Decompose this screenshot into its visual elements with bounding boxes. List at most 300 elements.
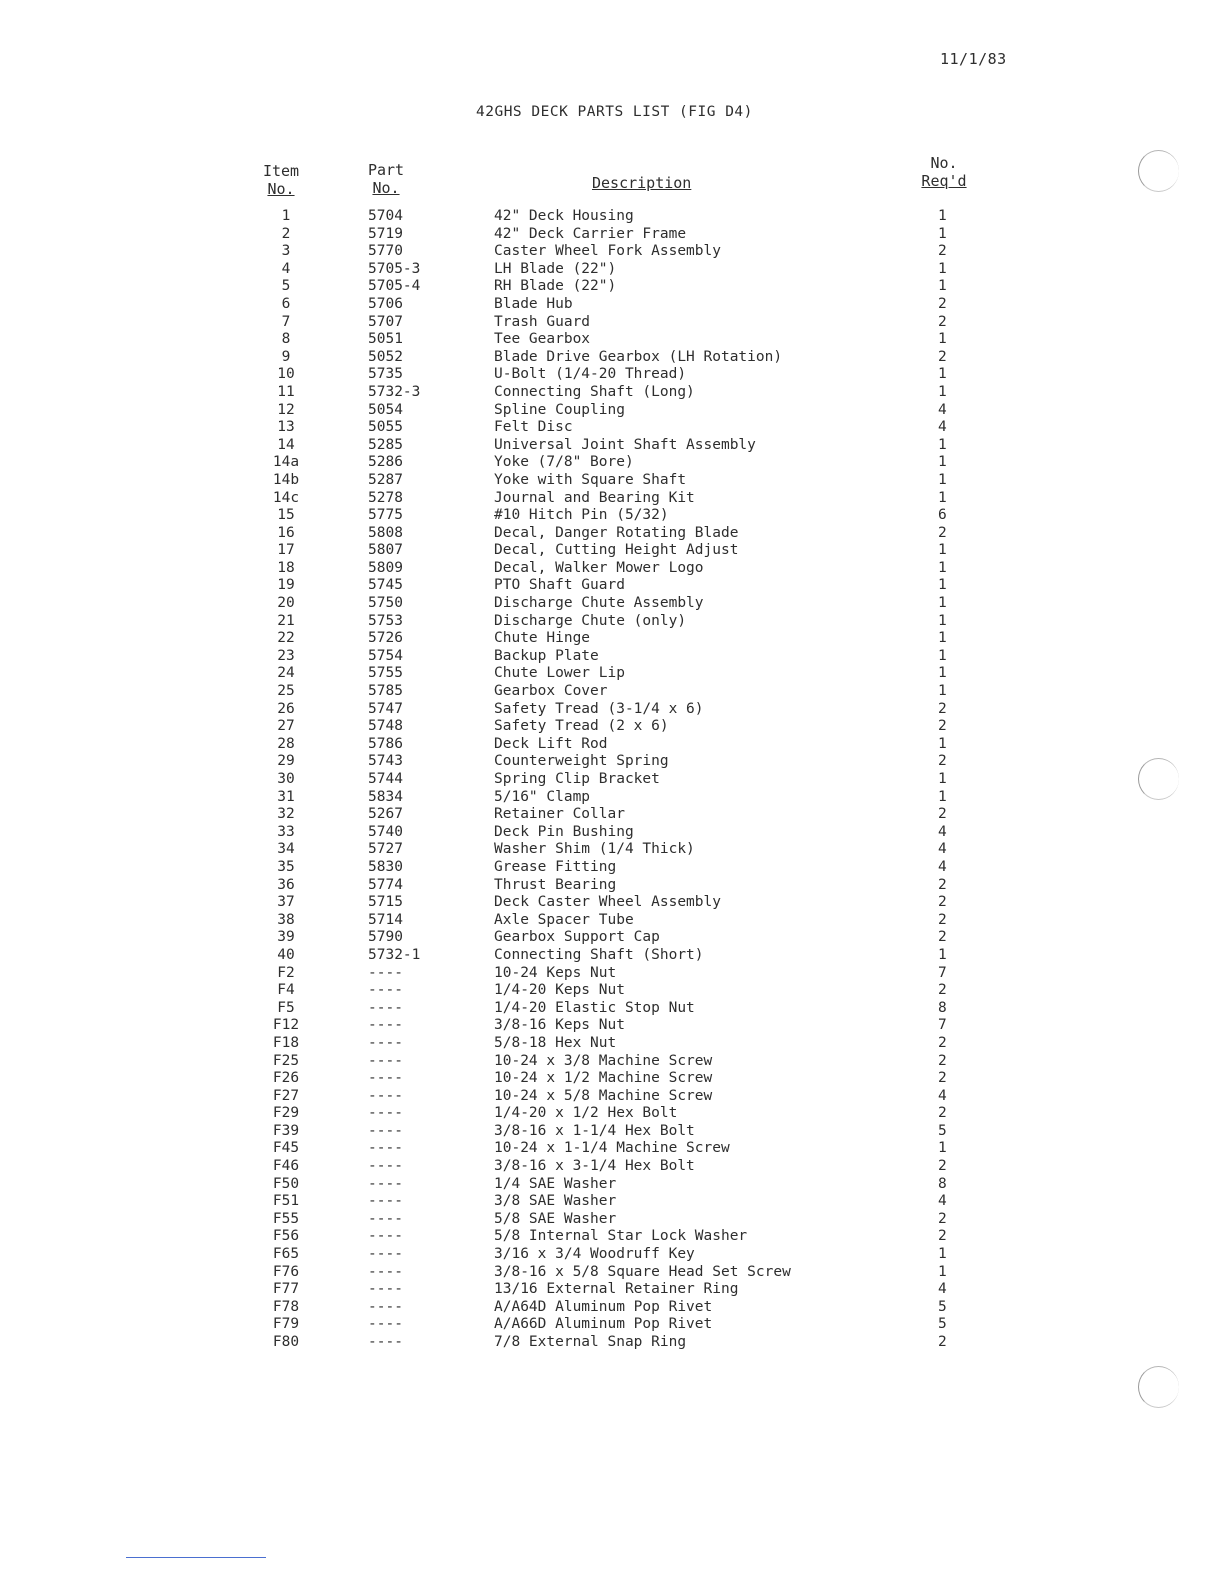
- part-number: ----: [368, 999, 403, 1016]
- quantity-required: 4: [938, 1087, 947, 1104]
- table-row: [0, 366, 1224, 384]
- table-row: [0, 1035, 1224, 1053]
- table-row: [0, 806, 1224, 824]
- quantity-required: 8: [938, 999, 947, 1016]
- part-number: ----: [368, 1210, 403, 1227]
- part-description: Journal and Bearing Kit: [494, 489, 695, 506]
- part-description: Spline Coupling: [494, 401, 625, 418]
- part-description: A/A66D Aluminum Pop Rivet: [494, 1316, 713, 1333]
- item-number: 15: [277, 507, 295, 524]
- table-row: [0, 454, 1224, 472]
- item-number: 21: [277, 612, 295, 629]
- part-number: 5706: [368, 295, 403, 312]
- table-row: [0, 1264, 1224, 1282]
- part-number: 5775: [368, 507, 403, 524]
- item-number: 36: [277, 876, 295, 893]
- part-number: ----: [368, 982, 403, 999]
- quantity-required: 2: [938, 243, 947, 260]
- part-number: 5754: [368, 647, 403, 664]
- table-row: [0, 296, 1224, 314]
- item-number: F25: [272, 1052, 300, 1069]
- item-number: F46: [272, 1158, 300, 1175]
- item-number: 13: [277, 419, 295, 436]
- part-description: Axle Spacer Tube: [494, 911, 634, 928]
- table-row: [0, 1123, 1224, 1141]
- part-description: Washer Shim (1/4 Thick): [494, 841, 695, 858]
- part-number: 5054: [368, 401, 403, 418]
- table-row: [0, 1334, 1224, 1352]
- table-row: [0, 1299, 1224, 1317]
- header-part-line2: No.: [372, 179, 400, 197]
- quantity-required: 2: [938, 313, 947, 330]
- quantity-required: 1: [938, 436, 947, 453]
- item-number: F27: [272, 1087, 300, 1104]
- quantity-required: 2: [938, 911, 947, 928]
- item-number: 8: [281, 331, 291, 348]
- part-description: 10-24 x 1-1/4 Machine Screw: [494, 1140, 730, 1157]
- part-description: 7/8 External Snap Ring: [494, 1334, 687, 1350]
- part-description: 3/8-16 x 5/8 Square Head Set Screw: [494, 1263, 791, 1280]
- part-number: 5750: [368, 595, 403, 612]
- quantity-required: 1: [938, 683, 947, 700]
- item-number: 9: [281, 348, 291, 365]
- quantity-required: 1: [938, 735, 947, 752]
- quantity-required: 1: [938, 1140, 947, 1157]
- header-part-no: [366, 161, 406, 197]
- table-row: [0, 525, 1224, 543]
- part-description: 1/4-20 Keps Nut: [494, 982, 625, 999]
- quantity-required: 5: [938, 1298, 947, 1315]
- part-description: Yoke with Square Shaft: [494, 471, 687, 488]
- table-row: [0, 824, 1224, 842]
- item-number: 38: [277, 911, 295, 928]
- table-row: [0, 1070, 1224, 1088]
- part-description: Retainer Collar: [494, 806, 625, 823]
- part-description: 1/4-20 x 1/2 Hex Bolt: [494, 1105, 678, 1122]
- table-row: [0, 1158, 1224, 1176]
- item-number: 6: [281, 295, 291, 312]
- table-row: [0, 683, 1224, 701]
- header-item-line2: No.: [267, 180, 295, 198]
- part-number: 5055: [368, 419, 403, 436]
- quantity-required: 1: [938, 225, 947, 242]
- part-number: 5287: [368, 471, 403, 488]
- item-number: F12: [272, 1017, 300, 1034]
- table-row: [0, 859, 1224, 877]
- quantity-required: 1: [938, 260, 947, 277]
- part-description: Gearbox Support Cap: [494, 929, 660, 946]
- part-description: Decal, Cutting Height Adjust: [494, 542, 739, 559]
- quantity-required: 2: [938, 1228, 947, 1245]
- quantity-required: 1: [938, 331, 947, 348]
- part-number: ----: [368, 1246, 403, 1263]
- item-number: 14: [277, 436, 295, 453]
- item-number: 4: [281, 260, 291, 277]
- part-description: Chute Hinge: [494, 630, 591, 647]
- item-number: 7: [281, 313, 291, 330]
- part-number: 5267: [368, 806, 403, 823]
- quantity-required: 2: [938, 1034, 947, 1051]
- table-row: [0, 982, 1224, 1000]
- quantity-required: 4: [938, 1193, 947, 1210]
- table-row: [0, 261, 1224, 279]
- quantity-required: 1: [938, 489, 947, 506]
- item-number: F29: [272, 1105, 300, 1122]
- item-number: 27: [277, 718, 295, 735]
- quantity-required: 7: [938, 1017, 947, 1034]
- header-no-reqd: [920, 154, 968, 190]
- quantity-required: 4: [938, 823, 947, 840]
- item-number: F2: [277, 964, 295, 981]
- quantity-required: 2: [938, 876, 947, 893]
- item-number: 31: [277, 788, 295, 805]
- table-row: [0, 1281, 1224, 1299]
- table-row: [0, 648, 1224, 666]
- part-description: Deck Caster Wheel Assembly: [494, 894, 721, 911]
- part-number: ----: [368, 1316, 403, 1333]
- table-row: [0, 1140, 1224, 1158]
- part-description: Grease Fitting: [494, 858, 617, 875]
- quantity-required: 1: [938, 1263, 947, 1280]
- part-description: Counterweight Spring: [494, 753, 669, 770]
- part-description: 10-24 x 1/2 Machine Screw: [494, 1070, 713, 1087]
- quantity-required: 1: [938, 946, 947, 963]
- part-number: ----: [368, 964, 403, 981]
- item-number: 34: [277, 841, 295, 858]
- quantity-required: 1: [938, 665, 947, 682]
- item-number: 14c: [272, 489, 300, 506]
- part-description: #10 Hitch Pin (5/32): [494, 507, 669, 524]
- part-number: 5807: [368, 542, 403, 559]
- item-number: F56: [272, 1228, 300, 1245]
- quantity-required: 1: [938, 771, 947, 787]
- item-number: F45: [272, 1140, 300, 1157]
- part-number: 5747: [368, 700, 403, 717]
- part-description: 5/8-18 Hex Nut: [494, 1034, 617, 1051]
- table-row: [0, 331, 1224, 349]
- part-number: 5051: [368, 331, 403, 348]
- part-number: ----: [368, 1228, 403, 1245]
- part-description: 5/8 Internal Star Lock Washer: [494, 1228, 748, 1245]
- part-number: 5740: [368, 823, 403, 840]
- part-description: 1/4 SAE Washer: [494, 1175, 617, 1192]
- quantity-required: 4: [938, 841, 947, 858]
- item-number: F4: [277, 982, 295, 999]
- quantity-required: 7: [938, 964, 947, 981]
- table-row: [0, 1211, 1224, 1229]
- part-number: 5786: [368, 735, 403, 752]
- part-description: 3/16 x 3/4 Woodruff Key: [494, 1246, 695, 1263]
- table-row: [0, 402, 1224, 420]
- item-number: 20: [277, 595, 295, 612]
- quantity-required: 6: [938, 507, 947, 524]
- table-row: [0, 1017, 1224, 1035]
- part-number: 5745: [368, 577, 403, 594]
- item-number: 16: [277, 524, 295, 541]
- part-description: Decal, Walker Mower Logo: [494, 559, 704, 576]
- quantity-required: 1: [938, 471, 947, 488]
- table-row: [0, 771, 1224, 789]
- part-number: 5748: [368, 718, 403, 735]
- table-row: [0, 613, 1224, 631]
- item-number: 2: [281, 225, 291, 242]
- table-row: [0, 419, 1224, 437]
- part-number: ----: [368, 1158, 403, 1175]
- item-number: 22: [277, 630, 295, 647]
- item-number: 39: [277, 929, 295, 946]
- quantity-required: 1: [938, 788, 947, 805]
- table-row: [0, 841, 1224, 859]
- item-number: 1: [281, 208, 291, 224]
- item-number: F51: [272, 1193, 300, 1210]
- part-description: Chute Lower Lip: [494, 665, 625, 682]
- quantity-required: 2: [938, 1105, 947, 1122]
- item-number: 10: [277, 366, 295, 383]
- table-row: [0, 226, 1224, 244]
- quantity-required: 4: [938, 1281, 947, 1298]
- quantity-required: 4: [938, 401, 947, 418]
- item-number: 24: [277, 665, 295, 682]
- part-number: ----: [368, 1087, 403, 1104]
- part-description: 3/8 SAE Washer: [494, 1193, 617, 1210]
- table-row: [0, 1316, 1224, 1334]
- table-row: [0, 278, 1224, 296]
- item-number: 18: [277, 559, 295, 576]
- item-number: 35: [277, 858, 295, 875]
- item-number: F50: [272, 1175, 300, 1192]
- header-description-label: Description: [592, 174, 692, 192]
- part-number: 5753: [368, 612, 403, 629]
- quantity-required: 1: [938, 612, 947, 629]
- part-number: 5727: [368, 841, 403, 858]
- table-row: [0, 665, 1224, 683]
- table-row: [0, 718, 1224, 736]
- part-number: ----: [368, 1175, 403, 1192]
- part-number: 5790: [368, 929, 403, 946]
- part-description: Deck Pin Bushing: [494, 823, 634, 840]
- part-number: 5715: [368, 894, 403, 911]
- part-number: 5808: [368, 524, 403, 541]
- part-description: U-Bolt (1/4-20 Thread): [494, 366, 687, 383]
- footer-line: [126, 1557, 266, 1558]
- quantity-required: 2: [938, 1158, 947, 1175]
- quantity-required: 1: [938, 595, 947, 612]
- table-row: [0, 877, 1224, 895]
- quantity-required: 2: [938, 700, 947, 717]
- quantity-required: 4: [938, 419, 947, 436]
- quantity-required: 2: [938, 806, 947, 823]
- part-description: Decal, Danger Rotating Blade: [494, 524, 739, 541]
- quantity-required: 1: [938, 542, 947, 559]
- quantity-required: 1: [938, 1246, 947, 1263]
- table-row: [0, 314, 1224, 332]
- part-number: ----: [368, 1105, 403, 1122]
- item-number: F80: [272, 1334, 300, 1350]
- part-description: Deck Lift Rod: [494, 735, 608, 752]
- part-number: 5785: [368, 683, 403, 700]
- part-number: 5732-3: [368, 383, 421, 400]
- part-description: Gearbox Cover: [494, 683, 608, 700]
- table-row: [0, 630, 1224, 648]
- table-row: [0, 1105, 1224, 1123]
- table-row: [0, 929, 1224, 947]
- binder-hole-bottom: [1138, 1366, 1179, 1408]
- part-description: Connecting Shaft (Short): [494, 946, 704, 963]
- part-description: 10-24 Keps Nut: [494, 964, 617, 981]
- table-row: [0, 542, 1224, 560]
- item-number: F39: [272, 1122, 300, 1139]
- table-row: [0, 1088, 1224, 1106]
- part-number: ----: [368, 1334, 403, 1350]
- item-number: 40: [277, 946, 295, 963]
- table-row: [0, 472, 1224, 490]
- quantity-required: 1: [938, 383, 947, 400]
- item-number: 19: [277, 577, 295, 594]
- item-number: 26: [277, 700, 295, 717]
- part-description: Thrust Bearing: [494, 876, 617, 893]
- quantity-required: 4: [938, 858, 947, 875]
- part-number: 5719: [368, 225, 403, 242]
- table-row: [0, 1053, 1224, 1071]
- part-description: Safety Tread (3-1/4 x 6): [494, 700, 704, 717]
- part-number: ----: [368, 1052, 403, 1069]
- item-number: F5: [277, 999, 295, 1016]
- part-number: 5726: [368, 630, 403, 647]
- quantity-required: 5: [938, 1122, 947, 1139]
- part-description: 13/16 External Retainer Ring: [494, 1281, 739, 1298]
- part-description: Backup Plate: [494, 647, 599, 664]
- header-item-no: [258, 162, 304, 198]
- table-row: [0, 384, 1224, 402]
- part-description: Trash Guard: [494, 313, 591, 330]
- header-description: [592, 174, 691, 192]
- part-number: 5704: [368, 208, 403, 224]
- part-number: 5714: [368, 911, 403, 928]
- quantity-required: 2: [938, 348, 947, 365]
- part-number: 5744: [368, 771, 403, 787]
- quantity-required: 2: [938, 1334, 947, 1350]
- binder-hole-top: [1138, 150, 1179, 192]
- quantity-required: 2: [938, 718, 947, 735]
- part-number: 5774: [368, 876, 403, 893]
- item-number: F76: [272, 1263, 300, 1280]
- part-number: 5809: [368, 559, 403, 576]
- part-number: 5705-4: [368, 278, 421, 295]
- quantity-required: 1: [938, 647, 947, 664]
- part-description: Discharge Chute Assembly: [494, 595, 704, 612]
- header-item-line1: Item: [262, 162, 300, 180]
- part-description: 1/4-20 Elastic Stop Nut: [494, 999, 695, 1016]
- part-description: Yoke (7/8" Bore): [494, 454, 634, 471]
- part-description: Safety Tread (2 x 6): [494, 718, 669, 735]
- part-description: Tee Gearbox: [494, 331, 591, 348]
- item-number: 14b: [272, 471, 300, 488]
- part-description: 3/8-16 x 3-1/4 Hex Bolt: [494, 1158, 695, 1175]
- part-description: A/A64D Aluminum Pop Rivet: [494, 1298, 713, 1315]
- table-row: [0, 701, 1224, 719]
- quantity-required: 2: [938, 982, 947, 999]
- document-date: 11/1/83: [940, 50, 1007, 68]
- part-description: 10-24 x 5/8 Machine Screw: [494, 1087, 713, 1104]
- part-number: 5743: [368, 753, 403, 770]
- quantity-required: 8: [938, 1175, 947, 1192]
- part-number: 5707: [368, 313, 403, 330]
- part-number: ----: [368, 1122, 403, 1139]
- table-row: [0, 349, 1224, 367]
- quantity-required: 2: [938, 1210, 947, 1227]
- item-number: F18: [272, 1034, 300, 1051]
- part-number: 5278: [368, 489, 403, 506]
- parts-table: [0, 208, 1224, 1352]
- table-row: [0, 789, 1224, 807]
- quantity-required: 1: [938, 366, 947, 383]
- table-row: [0, 1000, 1224, 1018]
- part-number: 5052: [368, 348, 403, 365]
- item-number: F78: [272, 1298, 300, 1315]
- part-description: 3/8-16 Keps Nut: [494, 1017, 625, 1034]
- item-number: 37: [277, 894, 295, 911]
- quantity-required: 1: [938, 278, 947, 295]
- part-description: Blade Hub: [494, 295, 573, 312]
- part-number: ----: [368, 1140, 403, 1157]
- header-req-line1: No.: [930, 154, 958, 172]
- part-description: 10-24 x 3/8 Machine Screw: [494, 1052, 713, 1069]
- item-number: 11: [277, 383, 295, 400]
- item-number: 12: [277, 401, 295, 418]
- part-description: 5/16" Clamp: [494, 788, 591, 805]
- part-description: Discharge Chute (only): [494, 612, 687, 629]
- table-row: [0, 1246, 1224, 1264]
- item-number: 28: [277, 735, 295, 752]
- quantity-required: 1: [938, 208, 947, 224]
- table-row: [0, 894, 1224, 912]
- binder-hole-middle: [1138, 758, 1179, 800]
- table-row: [0, 912, 1224, 930]
- part-description: Spring Clip Bracket: [494, 771, 660, 787]
- part-number: 5286: [368, 454, 403, 471]
- item-number: 5: [281, 278, 291, 295]
- item-number: 3: [281, 243, 291, 260]
- part-number: ----: [368, 1298, 403, 1315]
- part-number: 5755: [368, 665, 403, 682]
- item-number: 25: [277, 683, 295, 700]
- table-row: [0, 507, 1224, 525]
- part-description: Blade Drive Gearbox (LH Rotation): [494, 348, 783, 365]
- part-description: 3/8-16 x 1-1/4 Hex Bolt: [494, 1122, 695, 1139]
- part-description: RH Blade (22"): [494, 278, 617, 295]
- part-number: 5830: [368, 858, 403, 875]
- item-number: F55: [272, 1210, 300, 1227]
- part-number: 5735: [368, 366, 403, 383]
- part-description: 42" Deck Housing: [494, 208, 634, 224]
- item-number: F79: [272, 1316, 300, 1333]
- part-description: 42" Deck Carrier Frame: [494, 225, 687, 242]
- quantity-required: 1: [938, 454, 947, 471]
- table-row: [0, 965, 1224, 983]
- part-number: ----: [368, 1034, 403, 1051]
- part-number: ----: [368, 1017, 403, 1034]
- table-row: [0, 208, 1224, 226]
- part-number: 5834: [368, 788, 403, 805]
- item-number: 32: [277, 806, 295, 823]
- quantity-required: 2: [938, 1052, 947, 1069]
- table-row: [0, 947, 1224, 965]
- quantity-required: 2: [938, 1070, 947, 1087]
- part-number: 5705-3: [368, 260, 421, 277]
- quantity-required: 2: [938, 295, 947, 312]
- quantity-required: 2: [938, 929, 947, 946]
- table-row: [0, 1176, 1224, 1194]
